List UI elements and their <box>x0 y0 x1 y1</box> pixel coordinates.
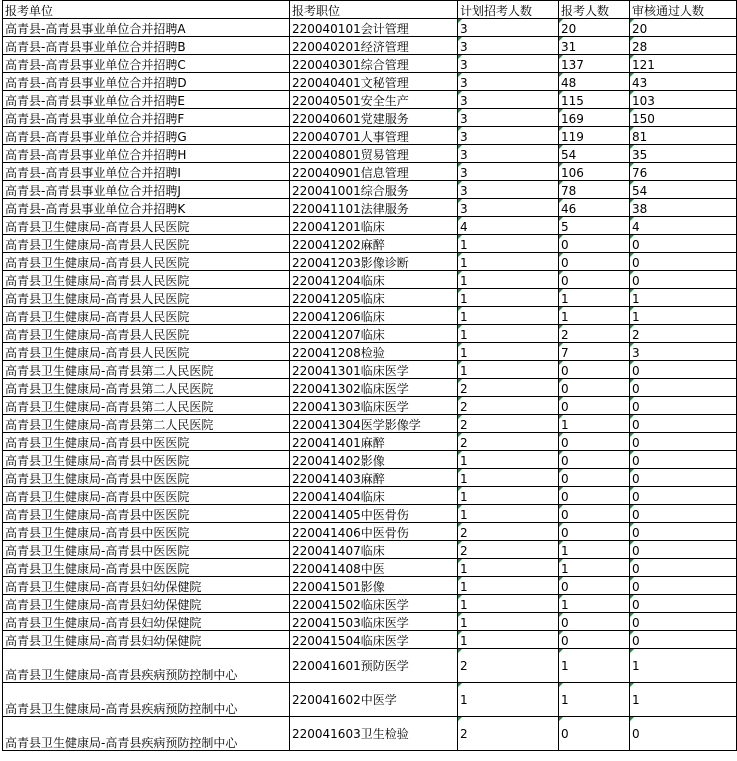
cell-applicant-count[interactable]: 0 <box>559 235 630 253</box>
cell-approved-count[interactable]: 43 <box>630 73 737 91</box>
cell-approved-count[interactable]: 4 <box>630 217 737 235</box>
cell-applicant-count[interactable]: 46 <box>559 199 630 217</box>
cell-planned-count[interactable]: 2 <box>458 433 559 451</box>
cell-planned-count[interactable]: 1 <box>458 343 559 361</box>
cell-position[interactable]: 220040901信息管理 <box>290 163 458 181</box>
cell-unit[interactable]: 高青县卫生健康局-高青县妇幼保健院 <box>3 577 290 595</box>
cell-approved-count[interactable]: 3 <box>630 343 737 361</box>
cell-applicant-count[interactable]: 1 <box>559 595 630 613</box>
cell-applicant-count[interactable]: 0 <box>559 379 630 397</box>
cell-unit[interactable]: 高青县-高青县事业单位合并招聘E <box>3 91 290 109</box>
cell-applicant-count[interactable]: 119 <box>559 127 630 145</box>
cell-unit[interactable]: 高青县卫生健康局-高青县妇幼保健院 <box>3 595 290 613</box>
cell-planned-count[interactable]: 1 <box>458 253 559 271</box>
cell-applicant-count[interactable]: 0 <box>559 361 630 379</box>
cell-unit[interactable]: 高青县卫生健康局-高青县第二人民医院 <box>3 397 290 415</box>
cell-unit[interactable]: 高青县卫生健康局-高青县疾病预防控制中心 <box>3 683 290 717</box>
cell-approved-count[interactable]: 0 <box>630 397 737 415</box>
cell-approved-count[interactable]: 1 <box>630 683 737 717</box>
cell-position[interactable]: 220041408中医 <box>290 559 458 577</box>
cell-approved-count[interactable]: 0 <box>630 361 737 379</box>
cell-unit[interactable]: 高青县-高青县事业单位合并招聘A <box>3 19 290 37</box>
cell-planned-count[interactable]: 1 <box>458 469 559 487</box>
spreadsheet-table <box>2 0 737 751</box>
table-row <box>3 397 737 415</box>
cell-applicant-count[interactable]: 0 <box>559 631 630 649</box>
cell-applicant-count[interactable]: 0 <box>559 505 630 523</box>
cell-planned-count[interactable]: 3 <box>458 91 559 109</box>
cell-approved-count[interactable]: 76 <box>630 163 737 181</box>
cell-applicant-count[interactable]: 106 <box>559 163 630 181</box>
cell-applicant-count[interactable]: 0 <box>559 487 630 505</box>
cell-unit[interactable]: 高青县-高青县事业单位合并招聘H <box>3 145 290 163</box>
cell-approved-count[interactable]: 0 <box>630 631 737 649</box>
cell-approved-count[interactable]: 38 <box>630 199 737 217</box>
table-row <box>3 19 737 37</box>
cell-unit[interactable]: 高青县卫生健康局-高青县人民医院 <box>3 307 290 325</box>
cell-planned-count[interactable]: 3 <box>458 37 559 55</box>
cell-unit[interactable]: 高青县卫生健康局-高青县妇幼保健院 <box>3 631 290 649</box>
table-row <box>3 541 737 559</box>
table-row <box>3 433 737 451</box>
table-row <box>3 649 737 683</box>
cell-position[interactable]: 220041405中医骨伤 <box>290 505 458 523</box>
cell-planned-count[interactable]: 3 <box>458 19 559 37</box>
table-row <box>3 325 737 343</box>
cell-unit[interactable]: 高青县-高青县事业单位合并招聘J <box>3 181 290 199</box>
cell-planned-count[interactable]: 1 <box>458 289 559 307</box>
cell-position[interactable]: 220040201经济管理 <box>290 37 458 55</box>
cell-unit[interactable]: 高青县卫生健康局-高青县第二人民医院 <box>3 415 290 433</box>
table-row <box>3 361 737 379</box>
cell-approved-count[interactable]: 0 <box>630 595 737 613</box>
table-row <box>3 631 737 649</box>
cell-unit[interactable]: 高青县卫生健康局-高青县中医医院 <box>3 559 290 577</box>
cell-approved-count[interactable]: 121 <box>630 55 737 73</box>
table-row <box>3 235 737 253</box>
cell-applicant-count[interactable]: 137 <box>559 55 630 73</box>
cell-unit[interactable]: 高青县卫生健康局-高青县妇幼保健院 <box>3 613 290 631</box>
cell-unit[interactable]: 高青县卫生健康局-高青县中医医院 <box>3 487 290 505</box>
cell-planned-count[interactable]: 1 <box>458 307 559 325</box>
cell-approved-count[interactable]: 81 <box>630 127 737 145</box>
cell-approved-count[interactable]: 150 <box>630 109 737 127</box>
table-row <box>3 577 737 595</box>
cell-approved-count[interactable]: 54 <box>630 181 737 199</box>
cell-unit[interactable]: 高青县-高青县事业单位合并招聘D <box>3 73 290 91</box>
cell-planned-count[interactable]: 4 <box>458 217 559 235</box>
cell-unit[interactable]: 高青县-高青县事业单位合并招聘B <box>3 37 290 55</box>
cell-position[interactable]: 220041304医学影像学 <box>290 415 458 433</box>
table-row <box>3 683 737 717</box>
cell-planned-count[interactable]: 1 <box>458 361 559 379</box>
cell-planned-count[interactable]: 1 <box>458 505 559 523</box>
cell-position[interactable]: 220041205临床 <box>290 289 458 307</box>
table-row <box>3 717 737 751</box>
cell-approved-count[interactable]: 0 <box>630 487 737 505</box>
cell-unit[interactable]: 高青县卫生健康局-高青县中医医院 <box>3 505 290 523</box>
cell-position[interactable]: 220041406中医骨伤 <box>290 523 458 541</box>
cell-applicant-count[interactable]: 54 <box>559 145 630 163</box>
cell-applicant-count[interactable]: 0 <box>559 271 630 289</box>
cell-approved-count[interactable]: 0 <box>630 613 737 631</box>
table-row <box>3 109 737 127</box>
table-row <box>3 307 737 325</box>
cell-applicant-count[interactable]: 1 <box>559 289 630 307</box>
cell-approved-count[interactable]: 1 <box>630 307 737 325</box>
cell-approved-count[interactable]: 20 <box>630 19 737 37</box>
cell-position[interactable]: 220041101法律服务 <box>290 199 458 217</box>
cell-applicant-count[interactable]: 31 <box>559 37 630 55</box>
cell-unit[interactable]: 高青县-高青县事业单位合并招聘K <box>3 199 290 217</box>
cell-planned-count[interactable]: 3 <box>458 127 559 145</box>
table-row <box>3 559 737 577</box>
cell-approved-count[interactable]: 0 <box>630 253 737 271</box>
cell-position[interactable]: 220040501安全生产 <box>290 91 458 109</box>
cell-unit[interactable]: 高青县卫生健康局-高青县人民医院 <box>3 343 290 361</box>
cell-position[interactable]: 220041303临床医学 <box>290 397 458 415</box>
cell-planned-count[interactable]: 2 <box>458 717 559 751</box>
header-position[interactable]: 报考职位 <box>290 1 458 19</box>
cell-unit[interactable]: 高青县卫生健康局-高青县疾病预防控制中心 <box>3 717 290 751</box>
table-row <box>3 595 737 613</box>
cell-position[interactable]: 220040301综合管理 <box>290 55 458 73</box>
cell-unit[interactable]: 高青县-高青县事业单位合并招聘G <box>3 127 290 145</box>
cell-applicant-count[interactable]: 1 <box>559 415 630 433</box>
table-row <box>3 487 737 505</box>
cell-unit[interactable]: 高青县卫生健康局-高青县第二人民医院 <box>3 379 290 397</box>
cell-planned-count[interactable]: 2 <box>458 379 559 397</box>
cell-planned-count[interactable]: 1 <box>458 487 559 505</box>
cell-approved-count[interactable]: 0 <box>630 451 737 469</box>
cell-planned-count[interactable]: 1 <box>458 451 559 469</box>
cell-position[interactable]: 220041404临床 <box>290 487 458 505</box>
cell-planned-count[interactable]: 1 <box>458 595 559 613</box>
cell-applicant-count[interactable]: 0 <box>559 577 630 595</box>
cell-position[interactable]: 220041504临床医学 <box>290 631 458 649</box>
table-row <box>3 613 737 631</box>
cell-planned-count[interactable]: 3 <box>458 181 559 199</box>
cell-approved-count[interactable]: 28 <box>630 37 737 55</box>
cell-planned-count[interactable]: 3 <box>458 73 559 91</box>
cell-position[interactable]: 220040101会计管理 <box>290 19 458 37</box>
cell-unit[interactable]: 高青县-高青县事业单位合并招聘F <box>3 109 290 127</box>
table-row <box>3 55 737 73</box>
cell-planned-count[interactable]: 1 <box>458 235 559 253</box>
table-row <box>3 145 737 163</box>
cell-applicant-count[interactable]: 1 <box>559 649 630 683</box>
table-row <box>3 73 737 91</box>
table-row <box>3 181 737 199</box>
table-row <box>3 343 737 361</box>
cell-position[interactable]: 220041206临床 <box>290 307 458 325</box>
cell-applicant-count[interactable]: 20 <box>559 19 630 37</box>
cell-unit[interactable]: 高青县卫生健康局-高青县中医医院 <box>3 523 290 541</box>
cell-applicant-count[interactable]: 0 <box>559 717 630 751</box>
cell-position[interactable]: 220041203影像诊断 <box>290 253 458 271</box>
table-row <box>3 523 737 541</box>
cell-applicant-count[interactable]: 0 <box>559 469 630 487</box>
cell-approved-count[interactable]: 0 <box>630 505 737 523</box>
cell-applicant-count[interactable]: 0 <box>559 523 630 541</box>
cell-planned-count[interactable]: 1 <box>458 631 559 649</box>
cell-position[interactable]: 220041601预防医学 <box>290 649 458 683</box>
table-row <box>3 271 737 289</box>
cell-applicant-count[interactable]: 48 <box>559 73 630 91</box>
header-planned-count[interactable]: 计划招考人数 <box>458 1 559 19</box>
cell-approved-count[interactable]: 0 <box>630 415 737 433</box>
table-row <box>3 289 737 307</box>
header-applicant-count[interactable]: 报考人数 <box>559 1 630 19</box>
header-row <box>3 1 737 19</box>
cell-position[interactable]: 220041402影像 <box>290 451 458 469</box>
cell-planned-count[interactable]: 3 <box>458 199 559 217</box>
cell-position[interactable]: 220041001综合服务 <box>290 181 458 199</box>
cell-approved-count[interactable]: 103 <box>630 91 737 109</box>
cell-applicant-count[interactable]: 0 <box>559 451 630 469</box>
cell-approved-count[interactable]: 1 <box>630 289 737 307</box>
cell-applicant-count[interactable]: 1 <box>559 559 630 577</box>
cell-applicant-count[interactable]: 0 <box>559 397 630 415</box>
table-row <box>3 199 737 217</box>
cell-applicant-count[interactable]: 169 <box>559 109 630 127</box>
table-row <box>3 91 737 109</box>
cell-planned-count[interactable]: 1 <box>458 683 559 717</box>
cell-unit[interactable]: 高青县-高青县事业单位合并招聘C <box>3 55 290 73</box>
cell-position[interactable]: 220040701人事管理 <box>290 127 458 145</box>
cell-planned-count[interactable]: 2 <box>458 649 559 683</box>
cell-unit[interactable]: 高青县卫生健康局-高青县中医医院 <box>3 451 290 469</box>
cell-planned-count[interactable]: 1 <box>458 577 559 595</box>
table-row <box>3 379 737 397</box>
cell-position[interactable]: 220041204临床 <box>290 271 458 289</box>
cell-position[interactable]: 220041401麻醉 <box>290 433 458 451</box>
cell-position[interactable]: 220040601党建服务 <box>290 109 458 127</box>
cell-position[interactable]: 220040401文秘管理 <box>290 73 458 91</box>
cell-position[interactable]: 220041208检验 <box>290 343 458 361</box>
cell-unit[interactable]: 高青县卫生健康局-高青县疾病预防控制中心 <box>3 649 290 683</box>
table-row <box>3 469 737 487</box>
header-approved-count[interactable]: 审核通过人数 <box>630 1 737 19</box>
cell-position[interactable]: 220040801贸易管理 <box>290 145 458 163</box>
table-row <box>3 253 737 271</box>
table-row <box>3 415 737 433</box>
cell-applicant-count[interactable]: 0 <box>559 433 630 451</box>
cell-position[interactable]: 220041602中医学 <box>290 683 458 717</box>
cell-approved-count[interactable]: 0 <box>630 717 737 751</box>
cell-planned-count[interactable]: 2 <box>458 541 559 559</box>
cell-approved-count[interactable]: 0 <box>630 541 737 559</box>
table-row <box>3 37 737 55</box>
cell-unit[interactable]: 高青县卫生健康局-高青县人民医院 <box>3 289 290 307</box>
cell-unit[interactable]: 高青县卫生健康局-高青县人民医院 <box>3 253 290 271</box>
header-unit[interactable]: 报考单位 <box>3 1 290 19</box>
cell-applicant-count[interactable]: 0 <box>559 253 630 271</box>
cell-planned-count[interactable]: 1 <box>458 559 559 577</box>
table-row <box>3 505 737 523</box>
cell-applicant-count[interactable]: 2 <box>559 325 630 343</box>
cell-planned-count[interactable]: 2 <box>458 397 559 415</box>
cell-unit[interactable]: 高青县-高青县事业单位合并招聘I <box>3 163 290 181</box>
cell-position[interactable]: 220041202麻醉 <box>290 235 458 253</box>
cell-planned-count[interactable]: 2 <box>458 415 559 433</box>
cell-unit[interactable]: 高青县卫生健康局-高青县人民医院 <box>3 235 290 253</box>
cell-approved-count[interactable]: 0 <box>630 559 737 577</box>
cell-position[interactable]: 220041603卫生检验 <box>290 717 458 751</box>
cell-position[interactable]: 220041403麻醉 <box>290 469 458 487</box>
cell-unit[interactable]: 高青县卫生健康局-高青县第二人民医院 <box>3 361 290 379</box>
cell-unit[interactable]: 高青县卫生健康局-高青县人民医院 <box>3 271 290 289</box>
cell-planned-count[interactable]: 1 <box>458 271 559 289</box>
cell-position[interactable]: 220041301临床医学 <box>290 361 458 379</box>
cell-unit[interactable]: 高青县卫生健康局-高青县人民医院 <box>3 217 290 235</box>
cell-applicant-count[interactable]: 1 <box>559 307 630 325</box>
table-row <box>3 451 737 469</box>
cell-position[interactable]: 220041207临床 <box>290 325 458 343</box>
cell-position[interactable]: 220041502临床医学 <box>290 595 458 613</box>
table-row <box>3 217 737 235</box>
cell-applicant-count[interactable]: 0 <box>559 613 630 631</box>
cell-applicant-count[interactable]: 1 <box>559 541 630 559</box>
cell-approved-count[interactable]: 0 <box>630 469 737 487</box>
cell-approved-count[interactable]: 0 <box>630 433 737 451</box>
cell-unit[interactable]: 高青县卫生健康局-高青县人民医院 <box>3 325 290 343</box>
cell-position[interactable]: 220041302临床医学 <box>290 379 458 397</box>
cell-planned-count[interactable]: 3 <box>458 145 559 163</box>
cell-approved-count[interactable]: 2 <box>630 325 737 343</box>
cell-unit[interactable]: 高青县卫生健康局-高青县中医医院 <box>3 541 290 559</box>
cell-approved-count[interactable]: 0 <box>630 235 737 253</box>
cell-planned-count[interactable]: 3 <box>458 109 559 127</box>
cell-position[interactable]: 220041503临床医学 <box>290 613 458 631</box>
cell-applicant-count[interactable]: 1 <box>559 683 630 717</box>
cell-position[interactable]: 220041201临床 <box>290 217 458 235</box>
cell-unit[interactable]: 高青县卫生健康局-高青县中医医院 <box>3 433 290 451</box>
cell-planned-count[interactable]: 1 <box>458 325 559 343</box>
cell-approved-count[interactable]: 0 <box>630 271 737 289</box>
table-row <box>3 163 737 181</box>
cell-position[interactable]: 220041407临床 <box>290 541 458 559</box>
table-row <box>3 127 737 145</box>
cell-unit[interactable]: 高青县卫生健康局-高青县中医医院 <box>3 469 290 487</box>
cell-approved-count[interactable]: 1 <box>630 649 737 683</box>
cell-planned-count[interactable]: 3 <box>458 55 559 73</box>
cell-applicant-count[interactable]: 7 <box>559 343 630 361</box>
cell-approved-count[interactable]: 0 <box>630 577 737 595</box>
cell-applicant-count[interactable]: 5 <box>559 217 630 235</box>
cell-planned-count[interactable]: 1 <box>458 613 559 631</box>
cell-applicant-count[interactable]: 78 <box>559 181 630 199</box>
cell-position[interactable]: 220041501影像 <box>290 577 458 595</box>
cell-applicant-count[interactable]: 115 <box>559 91 630 109</box>
cell-approved-count[interactable]: 0 <box>630 523 737 541</box>
cell-planned-count[interactable]: 2 <box>458 523 559 541</box>
cell-planned-count[interactable]: 3 <box>458 163 559 181</box>
cell-approved-count[interactable]: 0 <box>630 379 737 397</box>
cell-approved-count[interactable]: 35 <box>630 145 737 163</box>
